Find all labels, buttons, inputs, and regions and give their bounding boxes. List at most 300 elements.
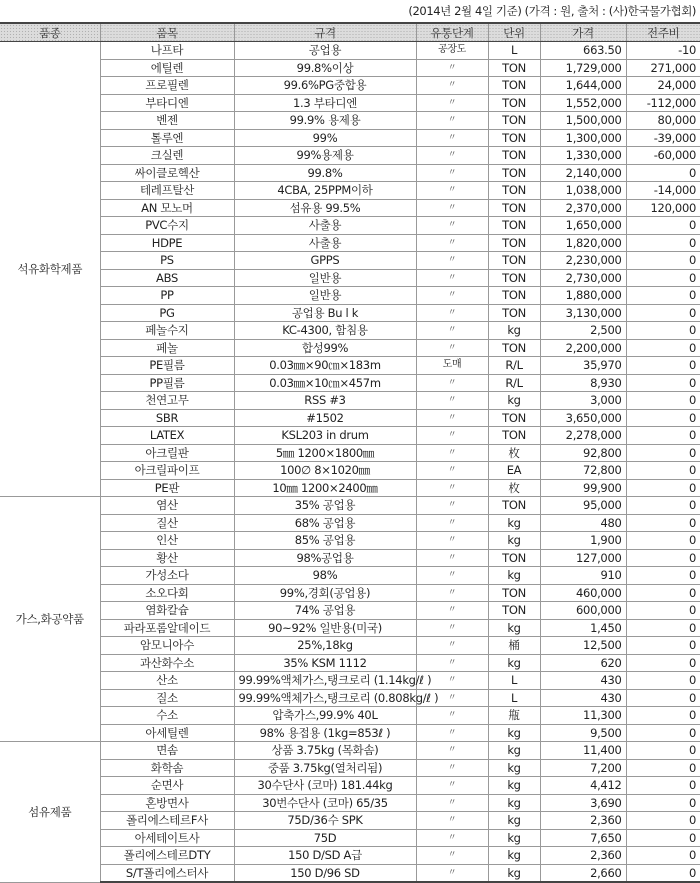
stage-cell: 도매 [416, 357, 488, 375]
item-name: SBR [100, 409, 234, 427]
spec-cell: 공업용 Bu l k [234, 304, 416, 322]
unit-cell: 枚 [488, 479, 540, 497]
weekly-change-cell: 0 [626, 444, 700, 462]
item-name: 페놀수지 [100, 322, 234, 340]
unit-cell: TON [488, 199, 540, 217]
stage-cell: 〃 [416, 59, 488, 77]
spec-cell: 0.03㎜×90㎝×183m [234, 357, 416, 375]
spec-cell: 섬유용 99.5% [234, 199, 416, 217]
weekly-change-cell: 0 [626, 409, 700, 427]
stage-cell: 〃 [416, 864, 488, 882]
unit-cell: kg [488, 619, 540, 637]
spec-cell: 99.6%PG중합용 [234, 77, 416, 95]
spec-cell: 90~92% 일반용(미국) [234, 619, 416, 637]
weekly-change-cell: 0 [626, 339, 700, 357]
unit-cell: EA [488, 462, 540, 480]
spec-cell: 99.8%이상 [234, 59, 416, 77]
weekly-change-cell: 0 [626, 392, 700, 410]
table-row [0, 112, 700, 130]
spec-cell: KSL203 in drum [234, 427, 416, 445]
weekly-change-cell: -10 [626, 42, 700, 60]
weekly-change-cell: 0 [626, 549, 700, 567]
weekly-change-cell: 0 [626, 777, 700, 795]
table-row [0, 724, 700, 742]
price-table [0, 22, 700, 883]
table-row [0, 409, 700, 427]
weekly-change-cell: 0 [626, 322, 700, 340]
item-name: HDPE [100, 234, 234, 252]
unit-cell: TON [488, 427, 540, 445]
price-cell: 8,930 [540, 374, 626, 392]
table-row [0, 304, 700, 322]
price-cell: 1,820,000 [540, 234, 626, 252]
unit-cell: TON [488, 584, 540, 602]
item-name: PG [100, 304, 234, 322]
unit-cell: TON [488, 129, 540, 147]
unit-cell: kg [488, 724, 540, 742]
item-name: 면솜 [100, 742, 234, 760]
item-name: 질소 [100, 689, 234, 707]
weekly-change-cell: 0 [626, 252, 700, 270]
stage-cell: 〃 [416, 147, 488, 165]
price-cell: 2,230,000 [540, 252, 626, 270]
spec-cell: 99%용제용 [234, 147, 416, 165]
source-note: (2014년 2월 4일 기준) (가격 : 원, 출처 : (사)한국물가협회) [408, 4, 696, 18]
spec-cell: #1502 [234, 409, 416, 427]
item-name: 인산 [100, 532, 234, 550]
item-name: PP [100, 287, 234, 305]
stage-cell: 〃 [416, 619, 488, 637]
stage-cell: 〃 [416, 654, 488, 672]
item-name: PE판 [100, 479, 234, 497]
item-name: AN 모노머 [100, 199, 234, 217]
price-cell: 2,140,000 [540, 164, 626, 182]
stage-cell: 〃 [416, 532, 488, 550]
price-cell: 99,900 [540, 479, 626, 497]
table-row [0, 794, 700, 812]
stage-cell: 〃 [416, 339, 488, 357]
price-cell: 1,300,000 [540, 129, 626, 147]
stage-cell: 〃 [416, 322, 488, 340]
spec-cell: 공업용 [234, 42, 416, 60]
stage-cell: 〃 [416, 392, 488, 410]
stage-cell: 〃 [416, 829, 488, 847]
item-name: 벤젠 [100, 112, 234, 130]
price-cell: 1,880,000 [540, 287, 626, 305]
unit-cell: kg [488, 794, 540, 812]
price-cell: 480 [540, 514, 626, 532]
price-cell: 1,038,000 [540, 182, 626, 200]
table-row [0, 427, 700, 445]
item-name: 천연고무 [100, 392, 234, 410]
stage-cell: 〃 [416, 742, 488, 760]
table-row [0, 567, 700, 585]
unit-cell: kg [488, 392, 540, 410]
table-row [0, 339, 700, 357]
unit-cell: R/L [488, 374, 540, 392]
table-row [0, 689, 700, 707]
item-name: 암모니아수 [100, 637, 234, 655]
table-row [0, 392, 700, 410]
unit-cell: TON [488, 304, 540, 322]
table-row [0, 94, 700, 112]
weekly-change-cell: 0 [626, 794, 700, 812]
price-cell: 11,400 [540, 742, 626, 760]
item-name: 수소 [100, 707, 234, 725]
unit-cell: kg [488, 567, 540, 585]
weekly-change-cell: 0 [626, 304, 700, 322]
price-cell: 2,278,000 [540, 427, 626, 445]
spec-cell: 10㎜ 1200×2400㎜ [234, 479, 416, 497]
weekly-change-cell: 0 [626, 742, 700, 760]
price-cell: 430 [540, 672, 626, 690]
weekly-change-cell: 0 [626, 672, 700, 690]
stage-cell: 〃 [416, 584, 488, 602]
spec-cell: 사출용 [234, 234, 416, 252]
weekly-change-cell: 0 [626, 864, 700, 882]
weekly-change-cell: 0 [626, 847, 700, 865]
spec-cell: 99.99%액체가스,탱크로리 (0.808kg/ℓ ) [234, 689, 416, 707]
spec-cell: GPPS [234, 252, 416, 270]
spec-cell: 중품 3.75kg(열처리됨) [234, 759, 416, 777]
spec-cell: 98% 용접용 (1kg=853ℓ ) [234, 724, 416, 742]
table-row [0, 234, 700, 252]
spec-cell: 150 D/96 SD [234, 864, 416, 882]
stage-cell: 〃 [416, 497, 488, 515]
weekly-change-cell: -14,000 [626, 182, 700, 200]
item-name: 프로필렌 [100, 77, 234, 95]
table-row [0, 637, 700, 655]
unit-cell: TON [488, 182, 540, 200]
price-cell: 3,130,000 [540, 304, 626, 322]
stage-cell: 〃 [416, 444, 488, 462]
weekly-change-cell: 0 [626, 234, 700, 252]
header-unit: 단위 [488, 23, 540, 42]
weekly-change-cell: 0 [626, 584, 700, 602]
spec-cell: 압축가스,99.9% 40L [234, 707, 416, 725]
item-name: 파라포롬알데이드 [100, 619, 234, 637]
price-cell: 1,450 [540, 619, 626, 637]
price-cell: 1,650,000 [540, 217, 626, 235]
unit-cell: kg [488, 847, 540, 865]
table-row [0, 42, 700, 60]
unit-cell: kg [488, 322, 540, 340]
price-cell: 72,800 [540, 462, 626, 480]
stage-cell: 〃 [416, 374, 488, 392]
table-row [0, 829, 700, 847]
unit-cell: TON [488, 59, 540, 77]
stage-cell: 〃 [416, 689, 488, 707]
item-name: 에틸렌 [100, 59, 234, 77]
header-row [0, 23, 700, 42]
weekly-change-cell: 0 [626, 654, 700, 672]
stage-cell: 〃 [416, 637, 488, 655]
table-row [0, 164, 700, 182]
spec-cell: RSS #3 [234, 392, 416, 410]
stage-cell: 〃 [416, 672, 488, 690]
weekly-change-cell: 0 [626, 619, 700, 637]
price-cell: 2,660 [540, 864, 626, 882]
table-row [0, 707, 700, 725]
weekly-change-cell: 0 [626, 829, 700, 847]
item-name: S/T폴리에스터사 [100, 864, 234, 882]
price-cell: 12,500 [540, 637, 626, 655]
stage-cell: 〃 [416, 707, 488, 725]
unit-cell: TON [488, 269, 540, 287]
unit-cell: 甁 [488, 707, 540, 725]
price-cell: 600,000 [540, 602, 626, 620]
unit-cell: TON [488, 112, 540, 130]
item-name: 과산화수소 [100, 654, 234, 672]
weekly-change-cell: 80,000 [626, 112, 700, 130]
weekly-change-cell: 0 [626, 602, 700, 620]
item-name: 폴리에스테르F사 [100, 812, 234, 830]
unit-cell: TON [488, 147, 540, 165]
spec-cell: 68% 공업용 [234, 514, 416, 532]
stage-cell: 〃 [416, 777, 488, 795]
item-name: 소오다회 [100, 584, 234, 602]
table-row [0, 252, 700, 270]
weekly-change-cell: 0 [626, 532, 700, 550]
price-cell: 95,000 [540, 497, 626, 515]
price-cell: 1,729,000 [540, 59, 626, 77]
price-cell: 2,200,000 [540, 339, 626, 357]
unit-cell: kg [488, 777, 540, 795]
header-item: 품목 [100, 23, 234, 42]
item-name: ABS [100, 269, 234, 287]
weekly-change-cell: 0 [626, 164, 700, 182]
weekly-change-cell: 0 [626, 637, 700, 655]
item-name: PP필름 [100, 374, 234, 392]
spec-cell: 98% [234, 567, 416, 585]
unit-cell: L [488, 672, 540, 690]
price-cell: 11,300 [540, 707, 626, 725]
stage-cell: 〃 [416, 129, 488, 147]
item-name: 염산 [100, 497, 234, 515]
price-cell: 7,200 [540, 759, 626, 777]
table-row [0, 864, 700, 882]
table-row [0, 444, 700, 462]
spec-cell: 99.8% [234, 164, 416, 182]
price-cell: 460,000 [540, 584, 626, 602]
weekly-change-cell: 0 [626, 707, 700, 725]
weekly-change-cell: -39,000 [626, 129, 700, 147]
header-weekly-change: 전주비 [626, 23, 700, 42]
table-row [0, 322, 700, 340]
spec-cell: 35% KSM 1112 [234, 654, 416, 672]
item-name: 염화칼슘 [100, 602, 234, 620]
item-name: 화학솜 [100, 759, 234, 777]
spec-cell: 99.99%액체가스,탱크로리 (1.14kg/ℓ ) [234, 672, 416, 690]
stage-cell: 〃 [416, 759, 488, 777]
price-cell: 9,500 [540, 724, 626, 742]
price-cell: 1,552,000 [540, 94, 626, 112]
weekly-change-cell: 0 [626, 374, 700, 392]
item-name: 질산 [100, 514, 234, 532]
item-name: 황산 [100, 549, 234, 567]
stage-cell: 〃 [416, 234, 488, 252]
unit-cell: TON [488, 339, 540, 357]
item-name: 순면사 [100, 777, 234, 795]
stage-cell: 〃 [416, 812, 488, 830]
stage-cell: 〃 [416, 549, 488, 567]
table-row [0, 619, 700, 637]
spec-cell: 합성99% [234, 339, 416, 357]
price-cell: 1,330,000 [540, 147, 626, 165]
stage-cell: 〃 [416, 304, 488, 322]
weekly-change-cell: 271,000 [626, 59, 700, 77]
header-category: 품종 [0, 23, 100, 42]
item-name: LATEX [100, 427, 234, 445]
item-name: 혼방면사 [100, 794, 234, 812]
price-cell: 430 [540, 689, 626, 707]
spec-cell: 99.9% 용제용 [234, 112, 416, 130]
unit-cell: TON [488, 217, 540, 235]
table-row [0, 462, 700, 480]
spec-cell: 100∅ 8×1020㎜ [234, 462, 416, 480]
table-row [0, 497, 700, 515]
unit-cell: TON [488, 164, 540, 182]
spec-cell: 사출용 [234, 217, 416, 235]
table-row [0, 584, 700, 602]
unit-cell: L [488, 689, 540, 707]
table-row [0, 374, 700, 392]
price-cell: 3,690 [540, 794, 626, 812]
stage-cell: 〃 [416, 217, 488, 235]
table-row [0, 217, 700, 235]
weekly-change-cell: 0 [626, 689, 700, 707]
table-row [0, 654, 700, 672]
item-name: 크실렌 [100, 147, 234, 165]
price-cell: 620 [540, 654, 626, 672]
spec-cell: 99%,경회(공업용) [234, 584, 416, 602]
table-row [0, 549, 700, 567]
price-cell: 1,500,000 [540, 112, 626, 130]
unit-cell: kg [488, 759, 540, 777]
table-row [0, 199, 700, 217]
stage-cell: 〃 [416, 164, 488, 182]
price-cell: 2,730,000 [540, 269, 626, 287]
weekly-change-cell: 0 [626, 462, 700, 480]
spec-cell: 30번수단사 (코마) 65/35 [234, 794, 416, 812]
weekly-change-cell: 24,000 [626, 77, 700, 95]
table-row [0, 777, 700, 795]
unit-cell: kg [488, 829, 540, 847]
price-cell: 92,800 [540, 444, 626, 462]
table-row [0, 847, 700, 865]
table-row [0, 182, 700, 200]
unit-cell: TON [488, 94, 540, 112]
stage-cell: 〃 [416, 567, 488, 585]
item-name: 아크릴파이프 [100, 462, 234, 480]
table-row [0, 812, 700, 830]
table-row [0, 269, 700, 287]
stage-cell: 〃 [416, 602, 488, 620]
spec-cell: 1.3 부타디엔 [234, 94, 416, 112]
unit-cell: TON [488, 252, 540, 270]
item-name: PVC수지 [100, 217, 234, 235]
spec-cell: 상품 3.75kg (목화솜) [234, 742, 416, 760]
spec-cell: 4CBA, 25PPM이하 [234, 182, 416, 200]
unit-cell: 枚 [488, 444, 540, 462]
item-name: 가성소다 [100, 567, 234, 585]
table-row [0, 532, 700, 550]
stage-cell: 〃 [416, 182, 488, 200]
stage-cell: 〃 [416, 409, 488, 427]
weekly-change-cell: 0 [626, 479, 700, 497]
stage-cell: 〃 [416, 794, 488, 812]
price-cell: 910 [540, 567, 626, 585]
spec-cell: 75D [234, 829, 416, 847]
spec-cell: 5㎜ 1200×1800㎜ [234, 444, 416, 462]
spec-cell: 35% 공업용 [234, 497, 416, 515]
unit-cell: TON [488, 287, 540, 305]
weekly-change-cell: -112,000 [626, 94, 700, 112]
spec-cell: 일반용 [234, 269, 416, 287]
weekly-change-cell: 0 [626, 427, 700, 445]
stage-cell: 공장도 [416, 42, 488, 60]
spec-cell: 98%공업용 [234, 549, 416, 567]
price-cell: 1,900 [540, 532, 626, 550]
table-row [0, 147, 700, 165]
item-name: 아크릴판 [100, 444, 234, 462]
item-name: 나프타 [100, 42, 234, 60]
item-name: 산소 [100, 672, 234, 690]
unit-cell: kg [488, 532, 540, 550]
price-cell: 2,500 [540, 322, 626, 340]
unit-cell: 桶 [488, 637, 540, 655]
weekly-change-cell: 0 [626, 759, 700, 777]
stage-cell: 〃 [416, 479, 488, 497]
unit-cell: L [488, 42, 540, 60]
spec-cell: 150 D/SD A급 [234, 847, 416, 865]
stage-cell: 〃 [416, 77, 488, 95]
price-cell: 35,970 [540, 357, 626, 375]
weekly-change-cell: 0 [626, 567, 700, 585]
price-cell: 2,360 [540, 812, 626, 830]
table-row [0, 602, 700, 620]
table-row [0, 357, 700, 375]
stage-cell: 〃 [416, 199, 488, 217]
item-name: PS [100, 252, 234, 270]
weekly-change-cell: 0 [626, 217, 700, 235]
item-name: 페놀 [100, 339, 234, 357]
table-row [0, 77, 700, 95]
item-name: PE필름 [100, 357, 234, 375]
category-cell: 가스,화공약품 [0, 497, 100, 742]
price-cell: 2,370,000 [540, 199, 626, 217]
weekly-change-cell: 0 [626, 287, 700, 305]
weekly-change-cell: 0 [626, 357, 700, 375]
header-stage: 유통단계 [416, 23, 488, 42]
unit-cell: kg [488, 864, 540, 882]
item-name: 아세틸렌 [100, 724, 234, 742]
stage-cell: 〃 [416, 252, 488, 270]
stage-cell: 〃 [416, 847, 488, 865]
spec-cell: 25%,18kg [234, 637, 416, 655]
item-name: 톨루엔 [100, 129, 234, 147]
table-body [0, 42, 700, 883]
stage-cell: 〃 [416, 462, 488, 480]
stage-cell: 〃 [416, 112, 488, 130]
spec-cell: 75D/36수 SPK [234, 812, 416, 830]
table-row [0, 59, 700, 77]
weekly-change-cell: -60,000 [626, 147, 700, 165]
unit-cell: TON [488, 497, 540, 515]
weekly-change-cell: 0 [626, 269, 700, 287]
price-cell: 3,000 [540, 392, 626, 410]
category-cell: 섬유제품 [0, 742, 100, 883]
